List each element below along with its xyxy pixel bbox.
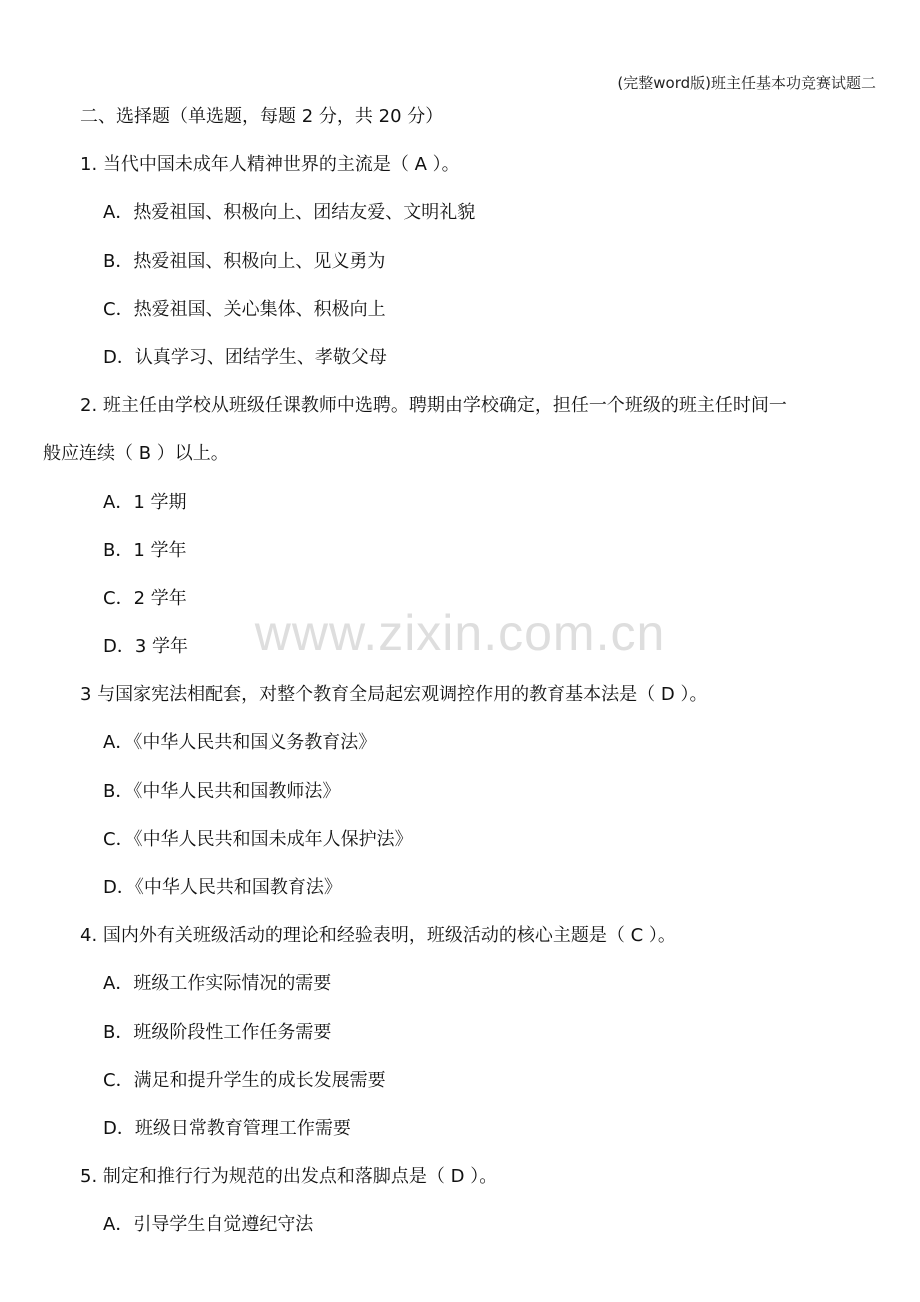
question-4-option-d: D．班级日常教育管理工作需要 bbox=[103, 1117, 351, 1139]
question-2-stem: 2. 班主任由学校从班级任课教师中选聘。聘期由学校确定，担任一个班级的班主任时间一 bbox=[80, 395, 787, 417]
question-2-stem-continued: 般应连续（ B ）以上。 bbox=[43, 443, 229, 465]
question-1-stem: 1. 当代中国未成年人精神世界的主流是（ A ）。 bbox=[80, 154, 460, 176]
document-body bbox=[0, 100, 920, 1257]
question-2-option-d: D．3 学年 bbox=[103, 636, 189, 658]
document-header-title: (完整word版)班主任基本功竞赛试题二 bbox=[617, 74, 876, 92]
question-3-option-c: C．《中华人民共和国未成年人保护法》 bbox=[103, 828, 413, 850]
question-1-option-a: A．热爱祖国、积极向上、团结友爱、文明礼貌 bbox=[103, 202, 476, 224]
question-4-option-b: B．班级阶段性工作任务需要 bbox=[103, 1021, 332, 1043]
question-2-option-c: C．2 学年 bbox=[103, 587, 187, 609]
question-1-option-c: C．热爱祖国、关心集体、积极向上 bbox=[103, 298, 386, 320]
question-2-option-b: B．1 学年 bbox=[103, 539, 187, 561]
question-5-option-a: A．引导学生自觉遵纪守法 bbox=[103, 1214, 314, 1236]
watermark: www.zixin.com.cn bbox=[254, 605, 666, 661]
question-4-stem: 4. 国内外有关班级活动的理论和经验表明，班级活动的核心主题是（ C ）。 bbox=[80, 925, 676, 947]
question-4-option-c: C．满足和提升学生的成长发展需要 bbox=[103, 1069, 386, 1091]
question-3-option-d: D．《中华人民共和国教育法》 bbox=[103, 877, 342, 898]
question-1-option-b: B．热爱祖国、积极向上、见义勇为 bbox=[103, 250, 386, 272]
question-2-option-a: A．1 学期 bbox=[103, 491, 187, 513]
section-heading: 二、选择题（单选题，每题 2 分，共 20 分） bbox=[80, 106, 444, 127]
question-3-option-a: A．《中华人民共和国义务教育法》 bbox=[103, 732, 377, 754]
question-1-option-d: D．认真学习、团结学生、孝敬父母 bbox=[103, 346, 387, 368]
question-3-stem: 3 与国家宪法相配套，对整个教育全局起宏观调控作用的教育基本法是（ D ）。 bbox=[80, 684, 708, 706]
question-4-option-a: A．班级工作实际情况的需要 bbox=[103, 973, 332, 995]
question-5-stem: 5. 制定和推行行为规范的出发点和落脚点是（ D ）。 bbox=[80, 1166, 498, 1188]
question-3-option-b: B．《中华人民共和国教师法》 bbox=[103, 780, 341, 802]
